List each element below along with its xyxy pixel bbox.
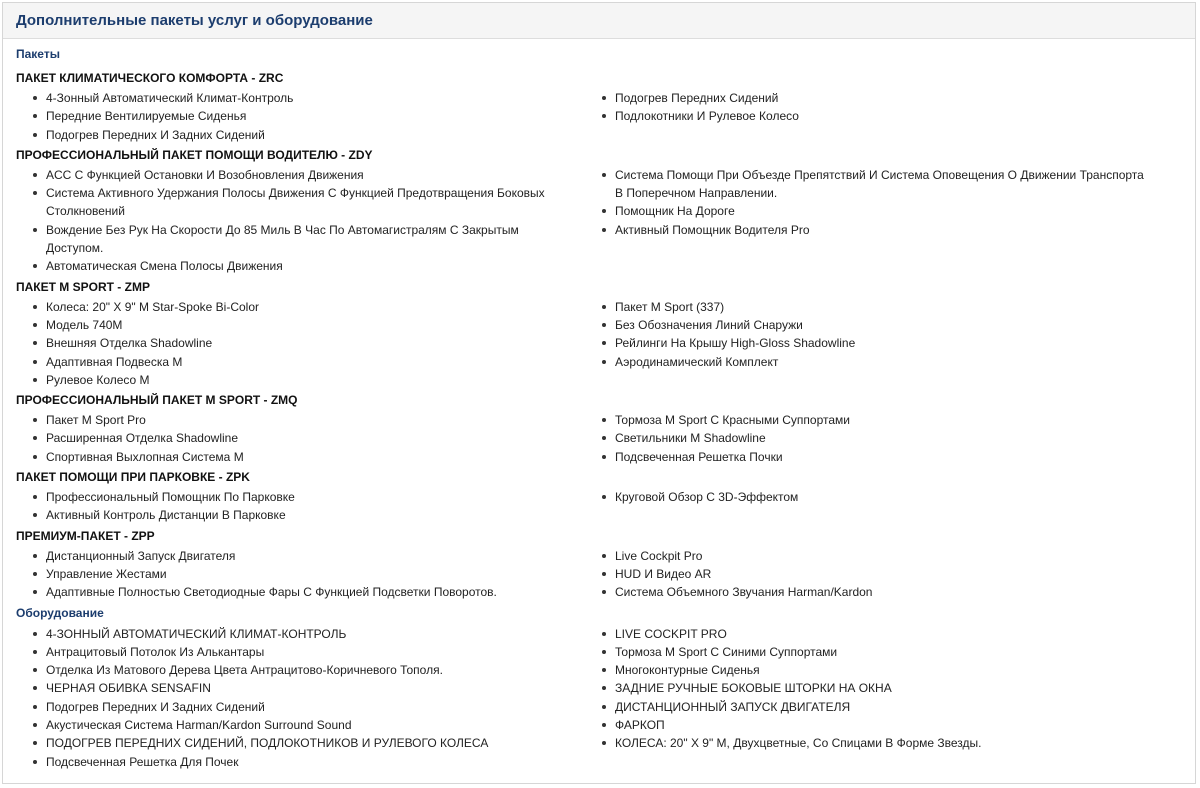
equipment-column-left (16, 625, 599, 771)
package-features-right (599, 411, 1169, 466)
package-features (16, 89, 1182, 144)
package-features-left (16, 89, 599, 144)
feature-item: Рейлинги На Крышу High-Gloss Shadowline (599, 334, 1169, 352)
package-features-left (16, 411, 599, 466)
package-block (16, 392, 1182, 466)
packages-list (16, 70, 1182, 602)
feature-item: Колеса: 20" X 9" M Star-Spoke Bi-Color (30, 298, 599, 316)
package-block (16, 70, 1182, 144)
feature-item: Пакет M Sport Pro (30, 411, 599, 429)
feature-item: Помощник На Дороге (599, 202, 1169, 220)
package-title: ПРОФЕССИОНАЛЬНЫЙ ПАКЕТ ПОМОЩИ ВОДИТЕЛЮ - ZDY (16, 147, 373, 162)
panel-title: Дополнительные пакеты услуг и оборудование (16, 12, 373, 29)
feature-item: Расширенная Отделка Shadowline (30, 429, 599, 447)
package-features (16, 488, 1182, 525)
package-features-right (599, 488, 1169, 525)
equipment-item: Антрацитовый Потолок Из Алькантары (30, 643, 599, 661)
equipment-item: Подсвеченная Решетка Для Почек (30, 753, 599, 771)
feature-item: Тормоза M Sport С Красными Суппортами (599, 411, 1169, 429)
feature-item: Система Помощи При Объезде Препятствий И Система Оповещения О Движении Транспорта В Поперечном Направлении. (599, 166, 1169, 203)
feature-item: Активный Помощник Водителя Pro (599, 221, 1169, 239)
feature-item: ACC С Функцией Остановки И Возобновления Движения (30, 166, 599, 184)
equipment-item: ЧЕРНАЯ ОБИВКА SENSAFIN (30, 679, 599, 697)
package-block (16, 147, 1182, 276)
feature-item: Live Cockpit Pro (599, 547, 1169, 565)
equipment-item: LIVE COCKPIT PRO (599, 625, 1169, 643)
feature-item: Аэродинамический Комплект (599, 353, 1169, 371)
equipment-column-right (599, 625, 1169, 771)
package-block (16, 279, 1182, 389)
feature-item: Дистанционный Запуск Двигателя (30, 547, 599, 565)
equipment-item: Отделка Из Матового Дерева Цвета Антрацитово-Коричневого Тополя. (30, 661, 599, 679)
feature-item: Автоматическая Смена Полосы Движения (30, 257, 599, 275)
feature-item: Система Активного Удержания Полосы Движения С Функцией Предотвращения Боковых Столкновений (30, 184, 599, 221)
equipment-item: ДИСТАНЦИОННЫЙ ЗАПУСК ДВИГАТЕЛЯ (599, 698, 1169, 716)
equipment-item: ФАРКОП (599, 716, 1169, 734)
feature-item: Адаптивная Подвеска M (30, 353, 599, 371)
feature-item: Светильники M Shadowline (599, 429, 1169, 447)
package-features (16, 411, 1182, 466)
equipment-item: Подогрев Передних И Задних Сидений (30, 698, 599, 716)
feature-item: Профессиональный Помощник По Парковке (30, 488, 599, 506)
feature-item: Подогрев Передних Сидений (599, 89, 1169, 107)
package-features-right (599, 547, 1169, 602)
package-title: ПРОФЕССИОНАЛЬНЫЙ ПАКЕТ M SPORT - ZMQ (16, 393, 298, 408)
feature-item: 4-Зонный Автоматический Климат-Контроль (30, 89, 599, 107)
packages-section-title: Пакеты (16, 47, 60, 61)
package-title: ПАКЕТ КЛИМАТИЧЕСКОГО КОМФОРТА - ZRC (16, 71, 284, 85)
feature-item: Подсвеченная Решетка Почки (599, 448, 1169, 466)
feature-item: Адаптивные Полностью Светодиодные Фары С Функцией Подсветки Поворотов. (30, 583, 599, 601)
equipment-item: ПОДОГРЕВ ПЕРЕДНИХ СИДЕНИЙ, ПОДЛОКОТНИКОВ И РУЛЕВОГО КОЛЕСА (30, 734, 599, 752)
equipment-item: Акустическая Система Harman/Kardon Surround Sound (30, 716, 599, 734)
options-panel (2, 2, 1196, 784)
package-title: ПАКЕТ M SPORT - ZMP (16, 279, 150, 294)
feature-item: Внешняя Отделка Shadowline (30, 334, 599, 352)
feature-item: Активный Контроль Дистанции В Парковке (30, 506, 599, 524)
equipment-item: Многоконтурные Сиденья (599, 661, 1169, 679)
feature-item: Пакет M Sport (337) (599, 298, 1169, 316)
package-features-left (16, 488, 599, 525)
package-title: ПАКЕТ ПОМОЩИ ПРИ ПАРКОВКЕ - ZPK (16, 470, 250, 485)
package-features (16, 298, 1182, 389)
package-features-right (599, 89, 1169, 144)
feature-item: Система Объемного Звучания Harman/Kardon (599, 583, 1169, 601)
feature-item: Вождение Без Рук На Скорости До 85 Миль В Час По Автомагистралям С Закрытым Доступом. (30, 221, 599, 258)
feature-item: Передние Вентилируемые Сиденья (30, 107, 599, 125)
package-features (16, 547, 1182, 602)
panel-body (3, 39, 1195, 771)
feature-item: Модель 740M (30, 316, 599, 334)
package-title: ПРЕМИУМ-ПАКЕТ - ZPP (16, 528, 155, 543)
package-block (16, 528, 1182, 602)
equipment-item: Тормоза M Sport С Синими Суппортами (599, 643, 1169, 661)
package-features-left (16, 298, 599, 389)
package-block (16, 469, 1182, 525)
feature-item: Рулевое Колесо M (30, 371, 599, 389)
feature-item: Без Обозначения Линий Снаружи (599, 316, 1169, 334)
equipment-list (16, 625, 1182, 771)
package-features-left (16, 166, 599, 276)
feature-item: Управление Жестами (30, 565, 599, 583)
feature-item: Круговой Обзор С 3D-Эффектом (599, 488, 1169, 506)
equipment-item: ЗАДНИЕ РУЧНЫЕ БОКОВЫЕ ШТОРКИ НА ОКНА (599, 679, 1169, 697)
package-features-right (599, 166, 1169, 276)
equipment-item: КОЛЕСА: 20" X 9" M, Двухцветные, Со Спицами В Форме Звезды. (599, 734, 1169, 752)
feature-item: Подогрев Передних И Задних Сидений (30, 126, 599, 144)
package-features-left (16, 547, 599, 602)
equipment-section-title: Оборудование (16, 605, 104, 620)
panel-header (3, 3, 1195, 39)
feature-item: Спортивная Выхлопная Система M (30, 448, 599, 466)
feature-item: HUD И Видео AR (599, 565, 1169, 583)
equipment-item: 4-ЗОННЫЙ АВТОМАТИЧЕСКИЙ КЛИМАТ-КОНТРОЛЬ (30, 625, 599, 643)
package-features-right (599, 298, 1169, 389)
package-features (16, 166, 1182, 276)
feature-item: Подлокотники И Рулевое Колесо (599, 107, 1169, 125)
